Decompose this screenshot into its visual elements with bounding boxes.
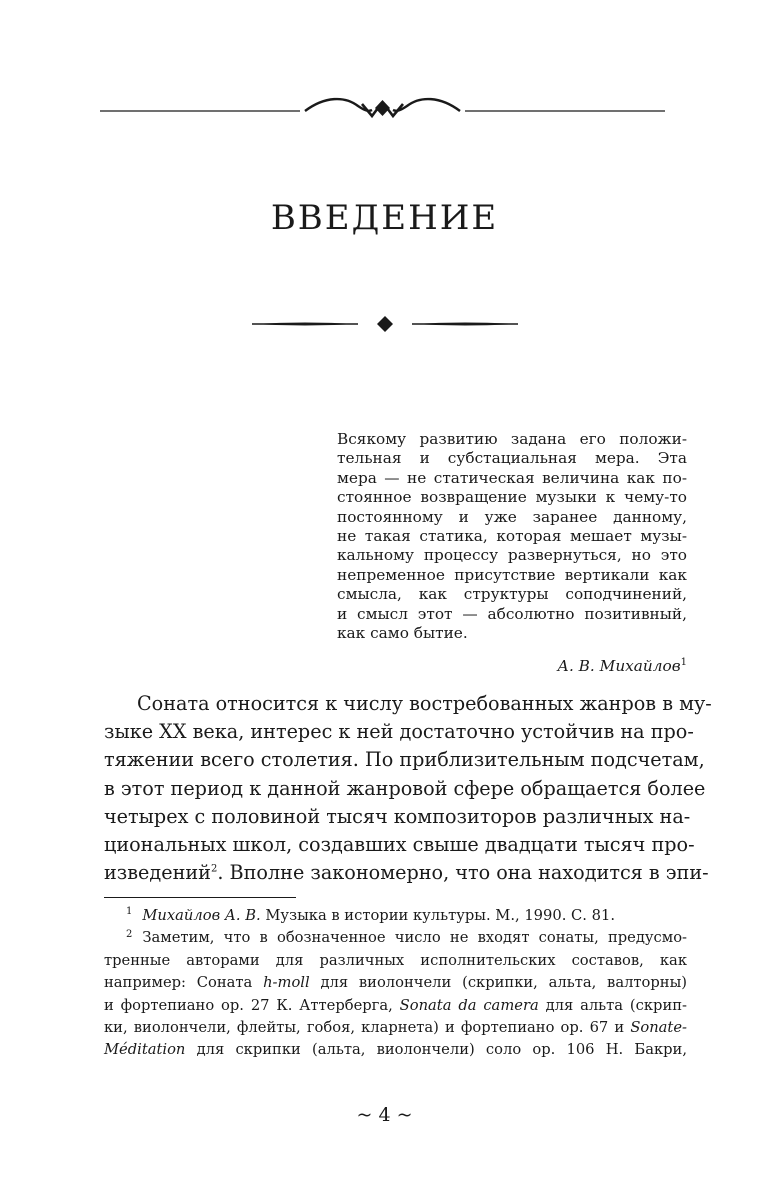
epigraph-line: и смысл этот — абсолютно позитивный, [337, 604, 687, 623]
footnote-italic: h-moll [263, 974, 310, 992]
body-line: четырех с половиной тысяч композиторов различных на- [104, 804, 691, 828]
diamond-divider-ornament [250, 312, 520, 336]
epigraph-line: смысла, как структуры соподчинений, [337, 585, 687, 604]
body-fragment: . Вполне закономерно, что она находится в эпи- [217, 861, 709, 885]
footnote-ref-1[interactable]: 1 [680, 657, 687, 669]
epigraph-line: постоянному и уже заранее данному, [337, 507, 687, 526]
epigraph-line: Всякому развитию задана его положи- [337, 430, 687, 448]
footnote-separator [104, 897, 296, 898]
epigraph-line: стоянное возвращение музыки к чему-то [337, 488, 687, 507]
body-line: Соната относится к числу востребованных жанров в му- [137, 692, 712, 715]
epigraph-line: как само бытие. [337, 624, 468, 643]
epigraph-line: мера — не статическая величина как по- [337, 468, 687, 487]
footnotes [104, 905, 687, 1062]
epigraph-line: непременное присутствие вертикали как [337, 565, 687, 584]
epigraph-line: не такая статика, которая мешает музы- [337, 527, 687, 546]
epigraph-line: тельная и субстациальная мера. Эта [337, 449, 687, 468]
footnote-1 [104, 905, 687, 927]
footnote-italic: Sonata da camera [399, 996, 539, 1014]
footnote-text: для альта (скрип- [538, 996, 687, 1014]
epigraph [337, 430, 687, 675]
footnote-italic: Méditation [104, 1041, 186, 1059]
footnote-text: Музыка в истории культуры. М., 1990. С. 81. [260, 907, 615, 924]
epigraph-author [337, 657, 687, 675]
footnote-text: например: Соната [104, 974, 264, 992]
footnote-2-line [104, 1017, 687, 1039]
footnote-2-line [104, 927, 687, 949]
footnote-2-line: тренные авторами для различных исполнительских составов, как [104, 951, 687, 969]
body-line: циональных школ, создавших свыше двадцати тысяч про- [104, 833, 695, 857]
footnote-2-line [104, 1039, 687, 1061]
chapter-title: ВВЕДЕНИЕ [270, 198, 499, 238]
body-line: тяжении всего столетия. По приблизительным подсчетам, [104, 748, 705, 772]
footnote-ref-2[interactable]: 2 [210, 863, 218, 875]
top-ornament [100, 88, 665, 128]
footnote-number: 2 [126, 928, 133, 940]
body-fragment: изведений [104, 861, 211, 885]
footnote-text: Заметим, что в обозначенное число не входят сонаты, предусмо- [142, 929, 687, 947]
epigraph-text [337, 430, 687, 643]
footnote-2-line [104, 995, 687, 1017]
body-line: в этот период к данной жанровой сфере обращается более [104, 776, 706, 800]
footnote-text: и фортепиано ор. 27 К. Аттерберга, [104, 996, 400, 1014]
body-line-last [104, 859, 709, 887]
footnote-2-line [104, 972, 687, 994]
footnote-italic: Sonate- [630, 1019, 687, 1037]
epigraph-author-name: А. В. Михайлов [557, 657, 681, 676]
footnote-text: ки, виолончели, флейты, гобоя, кларнета) и фортепиано ор. 67 и [104, 1019, 631, 1037]
page-number: ~ 4 ~ [356, 1104, 413, 1126]
footnote-author: Михайлов А. В. [142, 907, 261, 924]
epigraph-line: кальному процессу развернуться, но это [337, 546, 687, 565]
footnote-text: для виолончели (скрипки, альта, валторны) [309, 974, 687, 992]
footnote-number: 1 [126, 906, 133, 918]
body-line: зыке XX века, интерес к ней достаточно устойчив на про- [104, 720, 694, 744]
body-text [104, 690, 712, 887]
footnote-text: для скрипки (альта, виолончели) соло ор. 106 Н. Бакри, [185, 1041, 687, 1059]
